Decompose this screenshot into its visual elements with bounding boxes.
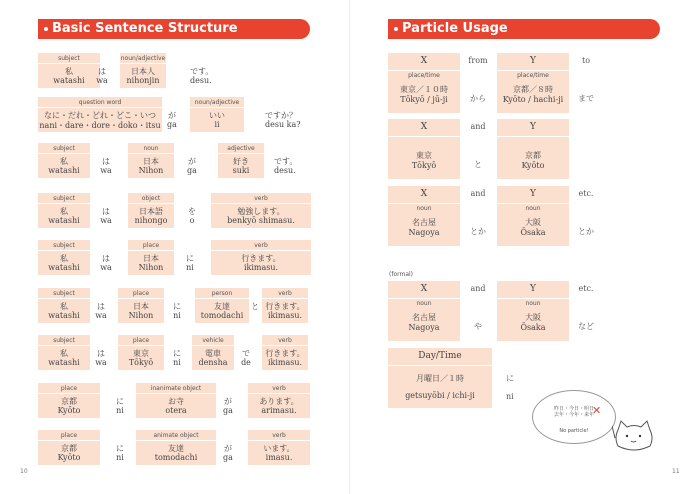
box-category-label: subject (38, 145, 90, 154)
particle-japanese: と (251, 302, 259, 311)
box-romaji: Kyōto (57, 453, 81, 462)
box-japanese: 好き (233, 157, 249, 166)
box-romaji: getsuyōbi / ichi-ji (405, 391, 475, 400)
box-japanese: 日本人 (131, 67, 155, 76)
particle-japanese: が (224, 444, 232, 453)
particle-romaji: ni (116, 453, 124, 462)
left-section-header (38, 19, 310, 39)
particle-japanese: に (116, 397, 124, 406)
particle-japanese: で (242, 349, 250, 358)
bullet-icon (44, 27, 48, 31)
box-category-label: verb (262, 337, 308, 346)
box-japanese: 大阪 (525, 313, 541, 322)
box-japanese: 行きます。 (241, 254, 281, 263)
box-romaji: nani・dare・dore・doko・itsu (39, 121, 161, 130)
box-romaji: Nagoya (408, 228, 440, 237)
particle-romaji: ga (223, 453, 233, 462)
sentence-ending-japanese: です。 (274, 157, 298, 166)
day-time-box (388, 348, 492, 408)
box-category-label: subject (38, 337, 90, 346)
structure-box (38, 288, 90, 323)
box-category-label: verb (248, 432, 310, 441)
box-romaji: Ōsaka (520, 323, 546, 332)
box-japanese: 京都 (61, 397, 77, 406)
particle-japanese: を (188, 207, 196, 216)
box-romaji: tomodachi (200, 311, 244, 320)
structure-box (128, 240, 174, 275)
particle-japanese: は (102, 157, 110, 166)
box-category-label: place/time (517, 72, 549, 79)
structure-box (128, 143, 174, 178)
box-japanese: なに・だれ・どれ・どこ・いつ (44, 111, 156, 120)
box-romaji: watashi (48, 263, 80, 272)
structure-box (120, 53, 166, 88)
box-category-label: animate object (136, 432, 216, 441)
after-romaji: ni (506, 392, 514, 401)
structure-box (128, 193, 174, 228)
box-category-label: place (38, 385, 100, 394)
box-variable: X (388, 122, 460, 137)
particle-box (497, 53, 569, 113)
box-japanese: 名古屋 (412, 218, 436, 227)
box-category-label: place (118, 290, 164, 299)
box-romaji: arimasu. (261, 406, 297, 415)
box-category-label: object (128, 195, 174, 204)
box-category-label: verb (248, 385, 310, 394)
box-romaji: watashi (53, 76, 85, 85)
box-romaji: Nihon (138, 166, 164, 175)
structure-box (38, 240, 90, 275)
box-romaji: watashi (48, 358, 80, 367)
box-japanese: 京都 (525, 151, 541, 160)
box-japanese: いい (209, 111, 225, 120)
box-romaji: ikimasu. (267, 311, 303, 320)
after-japanese: まで (578, 94, 594, 103)
box-japanese: お寺 (168, 397, 184, 406)
particle-romaji: ni (116, 406, 124, 415)
box-category-label: place (118, 337, 164, 346)
box-category-label: verb (211, 242, 311, 251)
box-japanese: 日本 (133, 302, 149, 311)
structure-box (190, 97, 244, 132)
structure-box (218, 143, 264, 178)
between-japanese: から (470, 94, 486, 103)
bubble-line-2: 去年・今年・来年 (553, 412, 594, 418)
particle-box (388, 119, 460, 179)
box-romaji: tomodachi (154, 453, 198, 462)
box-variable: X (388, 56, 460, 71)
particle-box (388, 186, 460, 246)
box-romaji: watashi (48, 311, 80, 320)
sentence-ending-romaji: desu. (190, 76, 212, 85)
particle-japanese: は (97, 349, 105, 358)
between-english: and (470, 284, 486, 293)
particle-romaji: ga (167, 120, 177, 129)
bubble-line-1: 昨日・今日・明日 (553, 406, 594, 412)
box-category-label: subject (38, 242, 90, 251)
box-variable: X (388, 284, 460, 299)
formal-label: (formal) (389, 271, 414, 278)
box-category-label: person (195, 290, 249, 299)
after-japanese: とか (578, 227, 594, 236)
box-japanese: 私 (65, 67, 73, 76)
box-japanese: 行きます。 (265, 349, 305, 358)
box-romaji: Kyōto (57, 406, 81, 415)
right-section-header (388, 19, 660, 39)
box-japanese: 友達 (168, 444, 184, 453)
box-japanese: 京都／８時 (513, 85, 553, 94)
particle-japanese: に (116, 444, 124, 453)
box-romaji: Nagoya (408, 323, 440, 332)
structure-box (195, 288, 249, 323)
box-variable: Y (497, 284, 569, 299)
particle-box (388, 53, 460, 113)
particle-japanese: は (97, 302, 105, 311)
between-english: and (470, 189, 486, 198)
box-japanese: 京都 (61, 444, 77, 453)
between-english: from (468, 56, 488, 65)
box-romaji: ikimasu. (243, 263, 279, 272)
box-japanese: 東京 (133, 349, 149, 358)
structure-box (38, 383, 100, 418)
box-romaji: Ōsaka (520, 228, 546, 237)
box-variable: Day/Time (388, 351, 492, 366)
particle-romaji: ga (187, 166, 197, 175)
sentence-ending-romaji: desu ka? (265, 120, 301, 129)
box-category-label: verb (262, 290, 308, 299)
particle-japanese: は (102, 207, 110, 216)
box-japanese: 行きます。 (265, 302, 305, 311)
box-romaji: otera (165, 406, 187, 415)
box-category-label: noun (128, 145, 174, 154)
box-japanese: 私 (60, 207, 68, 216)
structure-box (38, 143, 90, 178)
box-category-label: noun (525, 300, 541, 307)
bubble-line-3: No particle! (559, 428, 589, 434)
particle-romaji: ni (173, 311, 181, 320)
box-romaji: ii (214, 120, 220, 129)
particle-romaji: wa (96, 76, 108, 85)
structure-box (211, 240, 311, 275)
between-english: and (470, 122, 486, 131)
between-japanese: と (474, 160, 482, 169)
box-romaji: Kyōto / hachi-ji (502, 95, 564, 104)
box-romaji: Nihon (138, 263, 164, 272)
structure-box (38, 193, 90, 228)
box-japanese: 日本 (143, 157, 159, 166)
structure-box (262, 335, 308, 370)
box-japanese: 友達 (214, 302, 230, 311)
box-category-label: verb (211, 195, 311, 204)
box-variable: Y (497, 189, 569, 204)
particle-box (388, 281, 460, 341)
box-romaji: suki (232, 166, 250, 175)
box-japanese: 私 (60, 302, 68, 311)
particle-romaji: ga (223, 406, 233, 415)
particle-japanese: に (186, 254, 194, 263)
particle-romaji: ni (173, 358, 181, 367)
after-english: to (581, 56, 591, 65)
particle-japanese: は (98, 67, 106, 76)
box-japanese: います。 (263, 444, 295, 453)
box-category-label: noun (525, 205, 541, 212)
box-japanese: 私 (60, 157, 68, 166)
box-japanese: 日本語 (139, 207, 163, 216)
box-category-label: noun (416, 205, 432, 212)
structure-box (38, 430, 100, 465)
particle-japanese: が (224, 397, 232, 406)
box-romaji: benkyō shimasu. (227, 216, 295, 225)
particle-japanese: は (102, 254, 110, 263)
box-romaji: Tōkyō (411, 161, 437, 170)
particle-romaji: wa (100, 263, 112, 272)
box-romaji: Tōkyō (128, 358, 154, 367)
right-title: Particle Usage (402, 21, 508, 36)
box-romaji: Nihon (128, 311, 154, 320)
box-category-label: noun (416, 300, 432, 307)
box-category-label: place (128, 242, 174, 251)
box-romaji: Kyōto (521, 161, 545, 170)
particle-romaji: wa (95, 358, 107, 367)
box-category-label: subject (38, 290, 90, 299)
box-romaji: watashi (48, 216, 80, 225)
after-japanese: に (506, 374, 514, 383)
sentence-ending-japanese: ですか？ (265, 111, 297, 120)
structure-box (248, 430, 310, 465)
box-category-label: noun/adjective (190, 99, 244, 108)
structure-box (136, 430, 216, 465)
box-romaji: nihonjin (126, 76, 160, 85)
box-category-label: place/time (408, 72, 440, 79)
structure-box (136, 383, 216, 418)
box-japanese: 月曜日／１時 (416, 374, 464, 383)
structure-box (118, 288, 164, 323)
particle-romaji: ni (186, 263, 194, 272)
after-english: etc. (578, 284, 594, 293)
between-japanese: や (474, 322, 482, 331)
cat-mascot-icon (612, 418, 656, 454)
particle-box (497, 119, 569, 179)
box-category-label: question word (38, 99, 162, 108)
structure-box (262, 288, 308, 323)
structure-box (211, 193, 311, 228)
particle-japanese: が (188, 157, 196, 166)
box-japanese: 勉強します。 (237, 207, 285, 216)
sentence-ending-japanese: です。 (190, 67, 214, 76)
structure-box (38, 53, 100, 88)
particle-japanese: に (173, 349, 181, 358)
box-romaji: densha (198, 358, 228, 367)
box-category-label: adjective (218, 145, 264, 154)
box-romaji: Tōkyō / jū-ji (400, 95, 448, 104)
box-romaji: ikimasu. (267, 358, 303, 367)
box-japanese: 私 (60, 254, 68, 263)
box-variable: Y (497, 56, 569, 71)
cross-icon: ✕ (592, 404, 602, 417)
particle-box (497, 186, 569, 246)
box-japanese: 名古屋 (412, 313, 436, 322)
particle-box (497, 281, 569, 341)
box-japanese: 東京／１０時 (400, 85, 448, 94)
particle-romaji: o (189, 216, 195, 225)
box-japanese: 日本 (143, 254, 159, 263)
box-japanese: あります。 (259, 397, 299, 406)
structure-box (192, 335, 234, 370)
particle-romaji: wa (95, 311, 107, 320)
page-number-left: 10 (20, 468, 28, 475)
box-japanese: 私 (60, 349, 68, 358)
particle-japanese: に (173, 302, 181, 311)
after-english: etc. (578, 189, 594, 198)
box-romaji: imasu. (265, 453, 293, 462)
page-number-right: 11 (672, 468, 680, 475)
after-japanese: など (578, 322, 594, 331)
structure-box (38, 335, 90, 370)
structure-box (38, 97, 162, 132)
box-japanese: 大阪 (525, 218, 541, 227)
sentence-ending-romaji: desu. (274, 166, 296, 175)
box-japanese: 電車 (205, 349, 221, 358)
box-japanese: 東京 (416, 151, 432, 160)
box-category-label: place (38, 432, 100, 441)
box-category-label: subject (38, 195, 90, 204)
structure-box (118, 335, 164, 370)
particle-romaji: wa (100, 216, 112, 225)
box-romaji: watashi (48, 166, 80, 175)
particle-japanese: が (168, 111, 176, 120)
box-category-label: noun/adjective (120, 55, 166, 62)
particle-romaji: de (241, 358, 251, 367)
speech-bubble (532, 390, 616, 444)
box-category-label: inanimate object (136, 385, 216, 394)
left-title: Basic Sentence Structure (52, 21, 238, 36)
bullet-icon (394, 27, 398, 31)
box-variable: Y (497, 122, 569, 137)
between-japanese: とか (470, 227, 486, 236)
box-category-label: vehicle (192, 337, 234, 346)
box-romaji: nihongo (134, 216, 168, 225)
structure-box (248, 383, 310, 418)
box-variable: X (388, 189, 460, 204)
box-category-label: subject (38, 55, 100, 64)
particle-romaji: wa (100, 166, 112, 175)
